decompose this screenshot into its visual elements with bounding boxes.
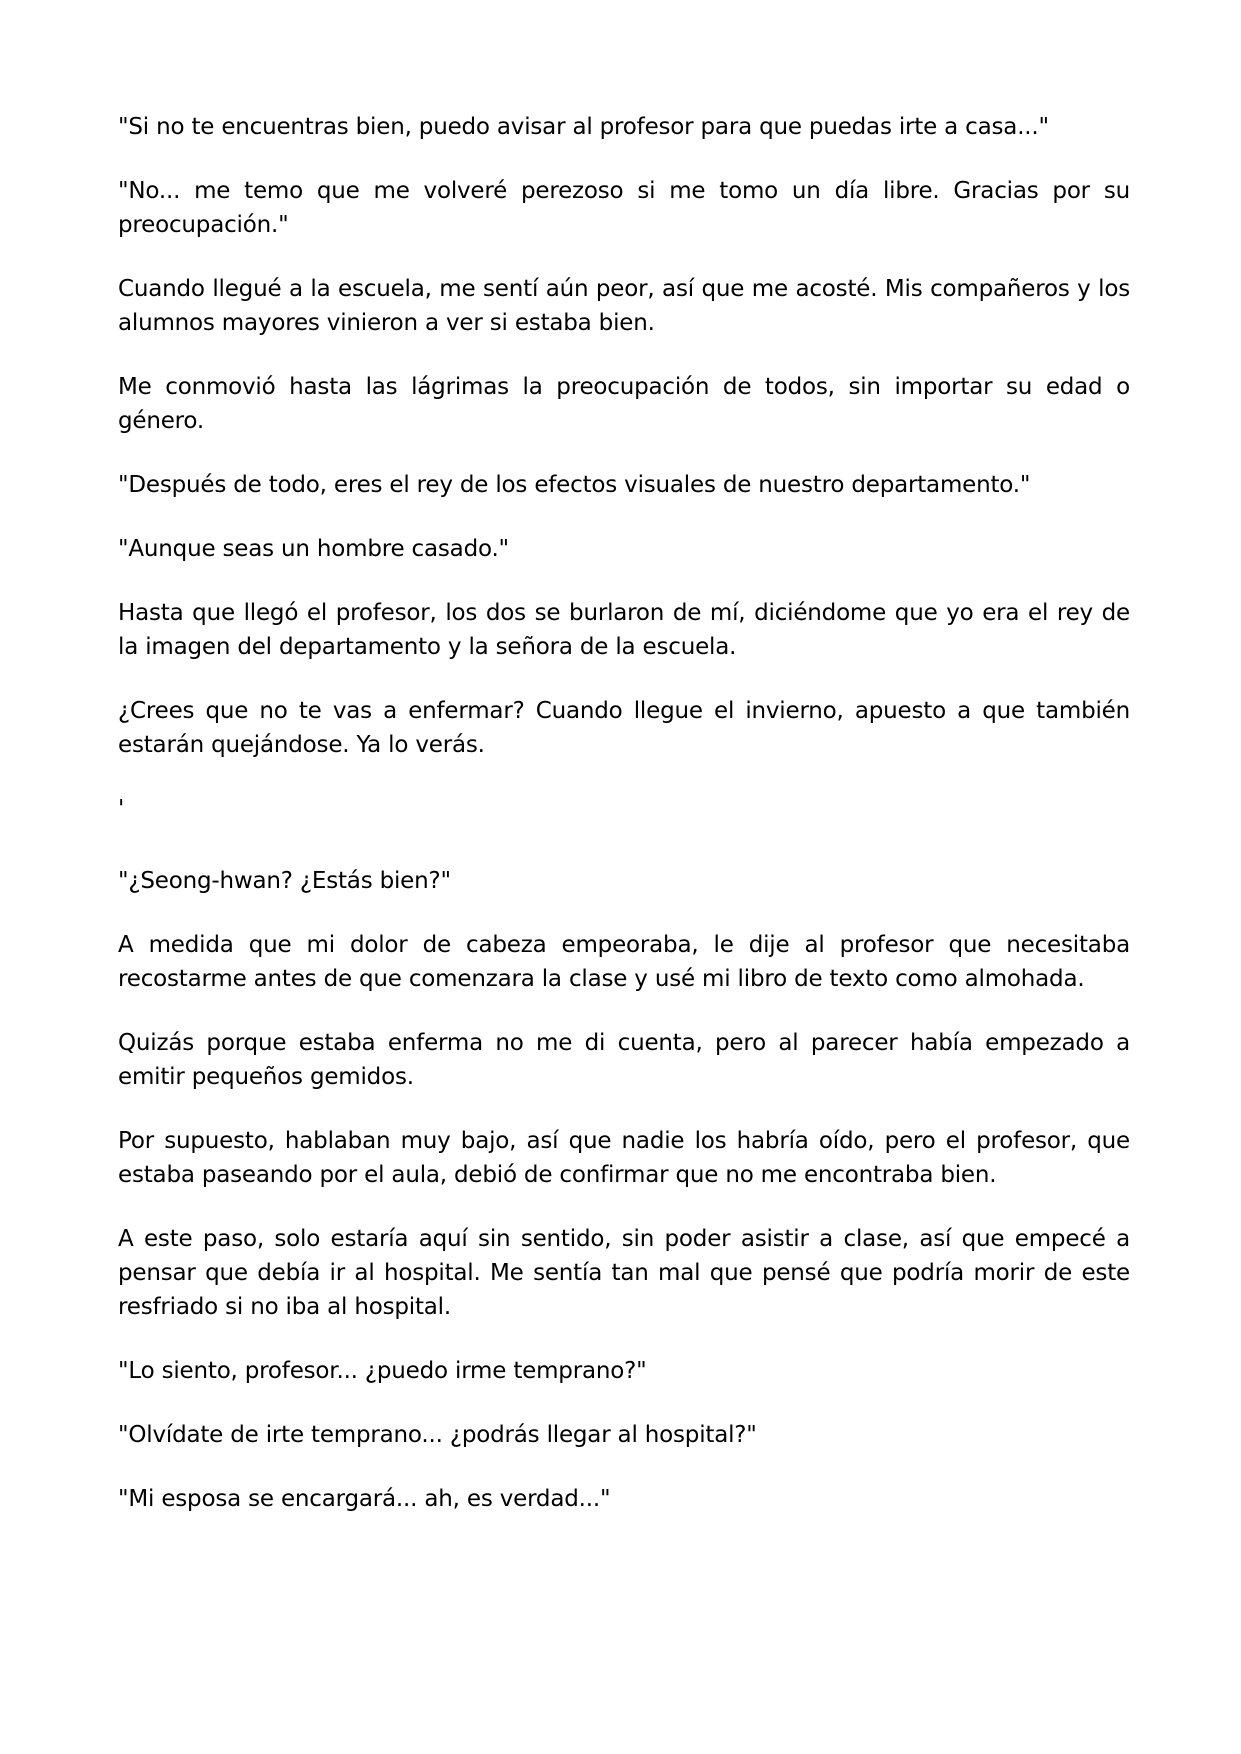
- paragraph-15: "Olvídate de irte temprano... ¿podrás llegar al hospital?": [118, 1422, 757, 1448]
- scene-separator: ': [118, 796, 125, 822]
- document-page: [118, 110, 1130, 1546]
- paragraph-11: Quizás porque estaba enferma no me di cuenta, pero al parecer había empezado a emitir pequeños gemidos.: [118, 1030, 1130, 1090]
- paragraph-4: Me conmovió hasta las lágrimas la preocupación de todos, sin importar su edad o género.: [118, 374, 1130, 434]
- paragraph-6: "Aunque seas un hombre casado.": [118, 536, 509, 562]
- paragraph-13: A este paso, solo estaría aquí sin sentido, sin poder asistir a clase, así que empecé a pensar que debía ir al hospital. Me sentía tan mal que pensé que podría morir de este resfriado si no iba al hospital.: [118, 1226, 1130, 1320]
- paragraph-16: "Mi esposa se encargará... ah, es verdad...": [118, 1486, 611, 1512]
- paragraph-10: A medida que mi dolor de cabeza empeoraba, le dije al profesor que necesitaba recostarme antes de que comenzara la clase y usé mi libro de texto como almohada.: [118, 932, 1130, 992]
- paragraph-1: "Si no te encuentras bien, puedo avisar al profesor para que puedas irte a casa...": [118, 114, 1049, 140]
- paragraph-3: Cuando llegué a la escuela, me sentí aún peor, así que me acosté. Mis compañeros y los alumnos mayores vinieron a ver si estaba bien.: [118, 276, 1130, 336]
- paragraph-14: "Lo siento, profesor... ¿puedo irme temprano?": [118, 1358, 647, 1384]
- paragraph-7: Hasta que llegó el profesor, los dos se burlaron de mí, diciéndome que yo era el rey de la imagen del departamento y la señora de la escuela.: [118, 600, 1130, 660]
- paragraph-9: "¿Seong-hwan? ¿Estás bien?": [118, 868, 451, 894]
- paragraph-8: ¿Crees que no te vas a enfermar? Cuando llegue el invierno, apuesto a que también estarán quejándose. Ya lo verás.: [118, 698, 1130, 758]
- paragraph-12: Por supuesto, hablaban muy bajo, así que nadie los habría oído, pero el profesor, que estaba paseando por el aula, debió de confirmar que no me encontraba bien.: [118, 1128, 1130, 1188]
- paragraph-5: "Después de todo, eres el rey de los efectos visuales de nuestro departamento.": [118, 472, 1031, 498]
- paragraph-2: "No... me temo que me volveré perezoso si me tomo un día libre. Gracias por su preocupación.": [118, 178, 1130, 238]
